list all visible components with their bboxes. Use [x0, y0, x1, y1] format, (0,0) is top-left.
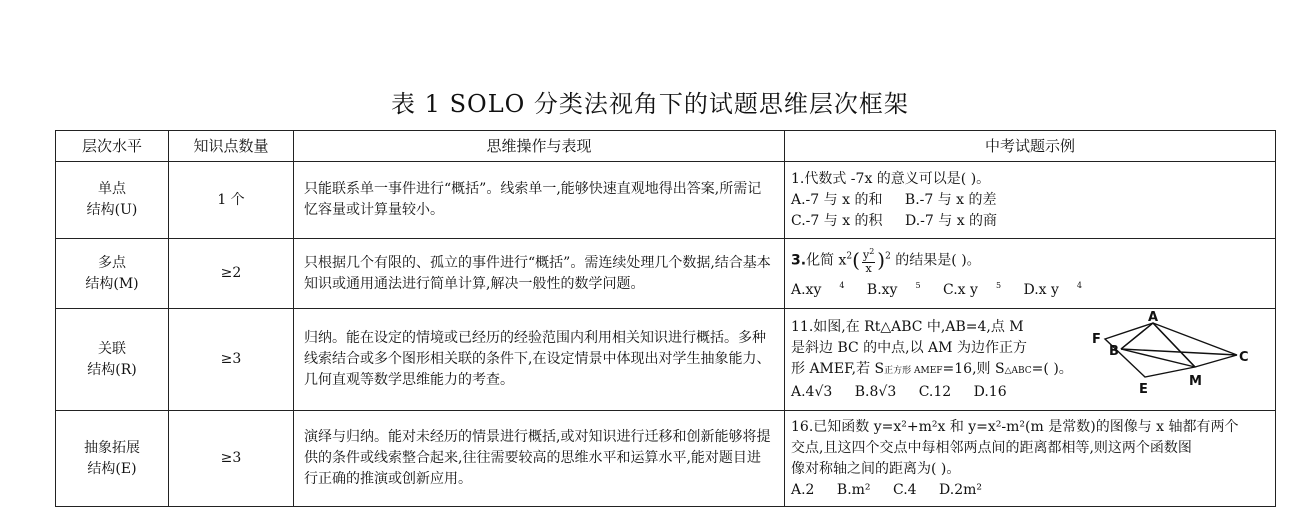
example-cell: [785, 309, 1276, 411]
segment-mc: [1195, 355, 1237, 367]
header-operation: 思维操作与表现: [294, 131, 785, 162]
segment-ab: [1121, 323, 1153, 349]
solo-framework-table: [55, 130, 1276, 507]
label-a: A: [1148, 311, 1159, 325]
header-level: 层次水平: [56, 131, 169, 162]
option-c: C.x y $^5$: [943, 281, 1002, 298]
level-structure: 结构(M): [85, 275, 139, 292]
example-cell: [785, 162, 1276, 239]
level-cell: [56, 411, 169, 507]
option-b: B.m²: [836, 481, 871, 498]
label-f: F: [1092, 332, 1101, 347]
header-example: 中考试题示例: [785, 131, 1276, 162]
table-row: [56, 239, 1276, 309]
example-line-1: 11.如图,在 Rt△ABC 中,AB=4,点 M: [791, 318, 1024, 335]
description-cell: 只根据几个有限的、孤立的事件进行“概括”。需连续处理几个数据,结合基本知识或通用通法进行简单计算,解决一般性的数学问题。: [294, 239, 785, 309]
table-title: 表 1 SOLO 分类法视角下的试题思维层次框架: [391, 90, 909, 118]
count-cell: ≥2: [169, 239, 294, 309]
option-a: A.xy $^4$: [791, 281, 845, 298]
option-d: D.16: [973, 383, 1007, 400]
example-cell: [785, 239, 1276, 309]
table-row: [56, 309, 1276, 411]
option-c: C.-7 与 x 的积: [791, 212, 883, 229]
label-c: C: [1239, 350, 1249, 365]
option-d: D.-7 与 x 的商: [905, 212, 998, 229]
example-question: 1.代数式 -7x 的意义可以是( )。: [791, 170, 991, 187]
level-structure: 结构(E): [87, 460, 137, 477]
option-a: A.-7 与 x 的和: [791, 191, 883, 208]
count-cell: ≥3: [169, 411, 294, 507]
level-name: 关联: [98, 340, 126, 357]
option-c: C.4: [893, 481, 917, 498]
question-number: 3.: [791, 252, 807, 269]
option-b: B.xy $^5$: [866, 281, 921, 298]
level-structure: 结构(U): [86, 202, 138, 218]
option-d: D.2m²: [939, 481, 983, 498]
segment-am: [1153, 323, 1195, 367]
count-cell: 1 个: [169, 162, 294, 239]
description-cell: 只能联系单一事件进行“概括”。线索单一,能够快速直观地得出答案,所需记忆容量或计算量较小。: [294, 162, 785, 239]
table-row: [56, 411, 1276, 507]
level-name: 单点: [98, 181, 126, 197]
example-line-3: 像对称轴之间的距离为( )。: [791, 460, 961, 477]
option-b: B.-7 与 x 的差: [904, 191, 997, 208]
level-structure: 结构(R): [87, 361, 137, 378]
example-options: [791, 190, 1269, 211]
option-a: A.2: [791, 481, 815, 498]
example-options: [791, 275, 1269, 301]
option-b: B.8√3: [854, 383, 897, 400]
label-b: B: [1109, 344, 1119, 359]
question-text-a: 化简 x: [806, 252, 847, 269]
option-c: C.12: [918, 383, 952, 400]
example-cell: [785, 411, 1276, 507]
example-line-1: 16.已知函数 y=x²+m²x 和 y=x²-m²(m 是常数)的图像与 x 轴都有两个: [791, 418, 1239, 435]
option-a: A.4√3: [791, 383, 833, 400]
example-options: [791, 480, 1269, 501]
label-m: M: [1189, 374, 1202, 389]
description-cell: 归纳。能在设定的情境或已经历的经验范围内利用相关知识进行概括。多种线索结合或多个图形相关联的条件下,在设定情景中体现出对学生抽象能力、几何直观等数学思维能力的考查。: [294, 309, 785, 411]
example-line-2: 是斜边 BC 的中点,以 AM 为边作正方: [791, 339, 1027, 356]
fraction-numerator: y: [862, 249, 870, 262]
table-row: [56, 162, 1276, 239]
level-cell: [56, 309, 169, 411]
fraction-denominator: x: [865, 262, 872, 275]
description-cell: 演绎与归纳。能对未经历的情景进行概括,或对知识进行迁移和创新能够将提供的条件或线索整合起来,往往需要较高的思维水平和运算水平,能对题目进行正确的推演或创新应用。: [294, 411, 785, 507]
level-cell: [56, 162, 169, 239]
example-question: 3.化简 $x^2$( $\frac{y^2}{x}$ )$^2$ 的结果是( )。: [791, 247, 981, 275]
table-header-row: [56, 131, 1276, 162]
label-e: E: [1139, 382, 1148, 397]
level-name: 抽象拓展: [84, 439, 140, 456]
option-d: D.x y $^4$: [1023, 281, 1083, 298]
example-line-3: 形 AMEF,若 S正方形 AMEF=16,则 S△ABC=( )。: [791, 360, 1073, 377]
header-count: 知识点数量: [169, 131, 294, 162]
example-options: [791, 211, 1269, 232]
level-cell: [56, 239, 169, 309]
level-name: 多点: [98, 254, 126, 271]
count-cell: ≥3: [169, 309, 294, 411]
fraction: $\frac{y^2}{x}$: [862, 247, 875, 275]
example-line-2: 交点,且这四个交点中每相邻两点间的距离都相等,则这两个函数图: [791, 439, 1192, 456]
question-text-b: 的结果是( )。: [895, 252, 981, 269]
geometry-figure: [1091, 311, 1251, 407]
